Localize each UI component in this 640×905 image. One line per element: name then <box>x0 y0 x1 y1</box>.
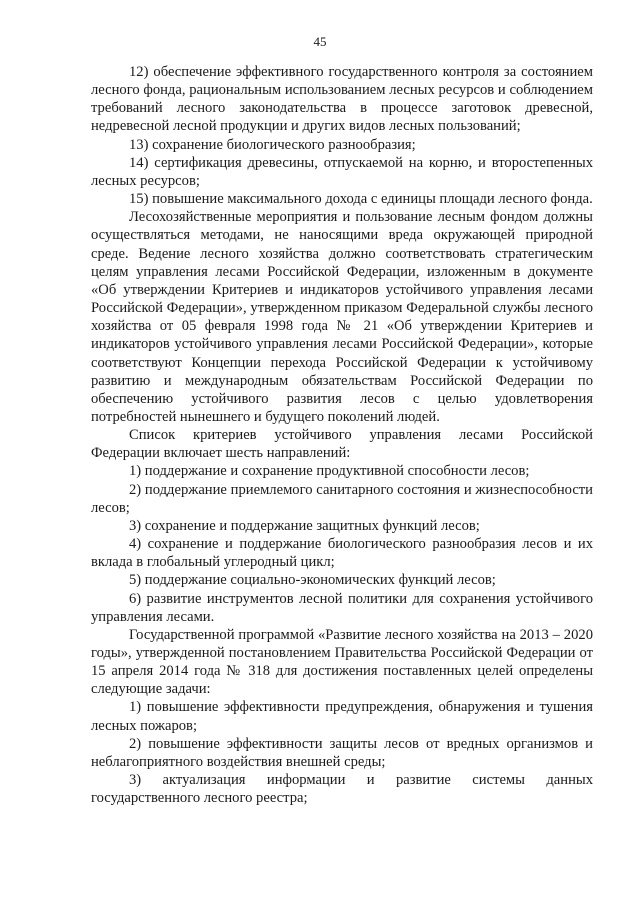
criteria-item-2: 2) поддержание приемлемого санитарного состояния и жизнеспособности лесов; <box>91 481 593 516</box>
criteria-item-1: 1) поддержание и сохранение продуктивной способности лесов; <box>129 463 530 480</box>
list-item-14-certification: 14) сертификация древесины, отпускаемой на корню, и второстепенных лесных ресурсов; <box>91 154 593 189</box>
task-item-2: 2) повышение эффективности защиты лесов от вредных организмов и неблагоприятного воздействия внешней среды; <box>91 735 593 770</box>
paragraph-forestry-measures: Лесохозяйственные мероприятия и пользование лесным фондом должны осуществляться методами, не наносящими вреда окружающей природной среде. Ведение лесного хозяйства должно соответствовать стратегическим целям управления лесами Российской Федерации, изложенным в документе «Об утверждении Критериев и индикаторов устойчивого управления лесами Российской Федерации», утвержденном приказом Федеральной службы лесного хозяйства от 05 февраля 1998 года № 21 «Об утверждении Критериев и индикаторов устойчивого управления лесами Российской Федерации», которые соответствуют Концепции перехода Российской Федерации к устойчивому развитию и международным обязательствам Российской Федерации по обеспечению устойчивого развития лесов с целью удовлетворения потребностей нынешнего и будущего поколений людей. <box>91 209 593 425</box>
paragraph-state-program: Государственной программой «Развитие лесного хозяйства на 2013 – 2020 годы», утвержденной постановлением Правительства Российской Федерации от 15 апреля 2014 года № 318 для достижения поставленных целей определены следующие задачи: <box>91 626 593 698</box>
page-number: 45 <box>313 34 327 49</box>
task-item-1: 1) повышение эффективности предупреждения, обнаружения и тушения лесных пожаров; <box>91 699 593 734</box>
list-item-13-biodiversity: 13) сохранение биологического разнообразия; <box>129 136 416 153</box>
list-item-12-state-control: 12) обеспечение эффективного государственного контроля за состоянием лесного фонда, рациональным использованием лесных ресурсов и соблюдением требований лесного законодательства в процессе заготовок древесной, недревесной лесной продукции и других видов лесных пользований; <box>91 64 593 135</box>
paragraph-criteria-list-intro: Список критериев устойчивого управления лесами Российской Федерации включает шесть направлений: <box>91 427 593 462</box>
list-item-15-income: 15) повышение максимального дохода с единицы площади лесного фонда. <box>129 191 593 208</box>
task-item-3: 3) актуализация информации и развитие системы данных государственного лесного реестра; <box>91 772 593 807</box>
criteria-item-6: 6) развитие инструментов лесной политики для сохранения устойчивого управления лесами. <box>91 590 593 625</box>
criteria-item-5: 5) поддержание социально-экономических функций лесов; <box>129 572 496 589</box>
document-body <box>91 63 593 807</box>
criteria-item-3: 3) сохранение и поддержание защитных функций лесов; <box>129 517 480 534</box>
criteria-item-4: 4) сохранение и поддержание биологического разнообразия лесов и их вклада в глобальный углеродный цикл; <box>91 536 593 571</box>
